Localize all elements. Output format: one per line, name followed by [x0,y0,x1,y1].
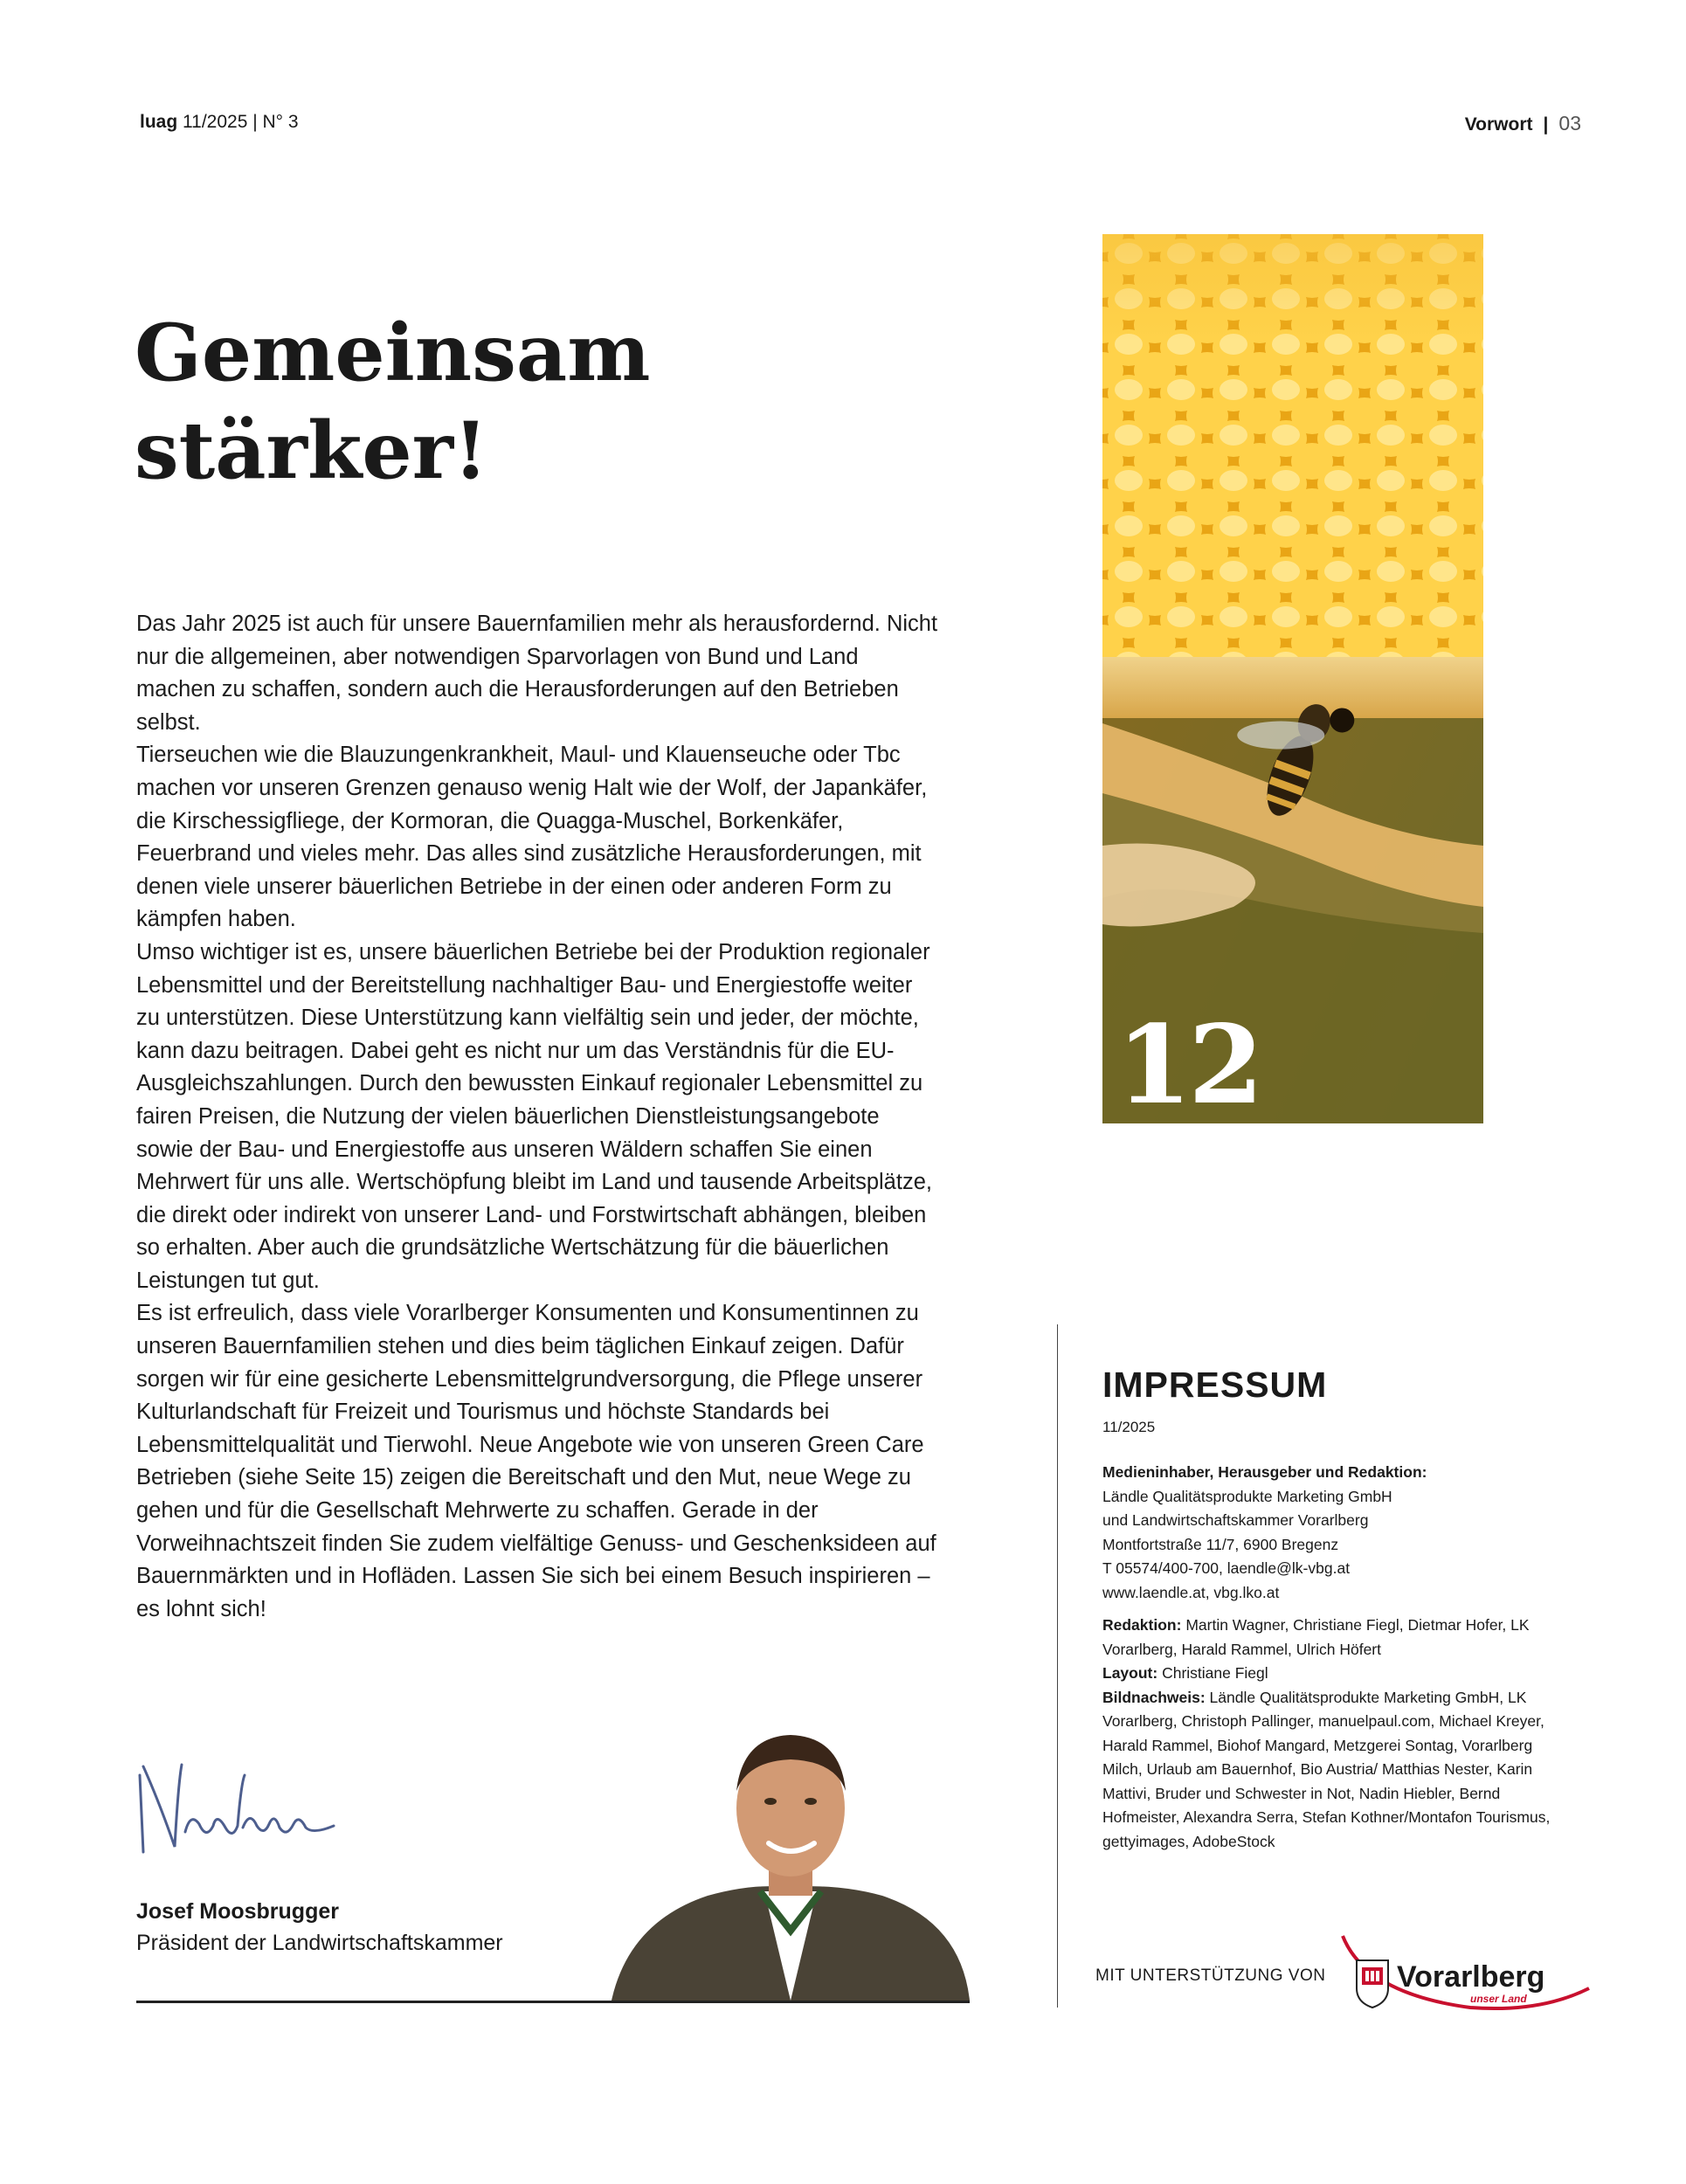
author-name: Josef Moosbrugger [136,1899,339,1924]
logo-wordmark: Vorarlberg [1397,1960,1545,1994]
logo-tagline: unser Land [1470,1993,1528,2005]
issue-number: 11/2025 | N° 3 [183,112,299,132]
body-paragraph: Umso wichtiger ist es, unsere bäuerlichen Betriebe bei der Produktion regionaler Lebensmittel und der Bereitstellung nachhaltiger Bau- und Energiestoffe weiter zu unterstützen. Diese Unterstützung kann vielfältig sein und jeder, der möchte, kann dazu beitragen. Dabei geht es nicht nur um das Verständnis für die EU-Ausgleichszahlungen. Durch den bewussten Einkauf regionaler Lebensmittel zu fairen Preisen, die Nutzung der vielen bäuerlichen Dienstleistungsangebote sowie der Bau- und Energiestoffe aus unseren Wäldern schaffen Sie einen Mehrwert für uns alle. Wertschöpfung bleibt im Land und tausende Arbeitsplätze, die direkt oder indirekt von unserer Land- und Forstwirtschaft abhängen, bleiben so erhalten. Aber auch die grundsätzliche Wertschätzung für die bäuerlichen Leistungen tut gut. [136,939,932,1293]
image-credit-label: Bildnachweis: [1102,1688,1206,1706]
author-role: Präsident der Landwirtschaftskammer [136,1931,503,1955]
impressum [1102,1363,1557,1854]
section-title: Vorwort [1464,114,1533,135]
redaktion-label: Redaktion: [1102,1616,1182,1634]
redaktion-credit [1102,1614,1557,1662]
author-block [136,1896,503,1959]
publisher-line: T 05574/400-700, laendle@lk-vbg.at [1102,1559,1351,1577]
honeycomb-bee-image [1102,234,1483,1123]
editorial-body [136,608,940,1626]
credits-info [1102,1614,1557,1854]
body-paragraph: Tierseuchen wie die Blauzungenkrankheit, Maul- und Klauenseuche oder Tbc machen vor unseren Grenzen genauso wenig Halt wie der Wolf, der Japankäfer, die Kirschessigfliege, der Kormoran, die Quagga-Muschel, Borkenkäfer, Feuerbrand und vieles mehr. Das alles sind zusätzliche Herausforderungen, mit denen viele unserer bäuerlichen Betriebe in der einen oder anderen Form zu kämpfen haben. [136,743,928,932]
impressum-date: 11/2025 [1102,1419,1156,1435]
body-paragraph: Das Jahr 2025 ist auch für unsere Bauernfamilien mehr als herausfordernd. Nicht nur die allgemeinen, aber notwendigen Sparvorlagen von Bund und Land machen zu schaffen, sondern auch die Herausforderungen auf den Betrieben selbst. [136,612,938,735]
publisher-line: Ländle Qualitätsprodukte Marketing GmbH [1102,1487,1392,1505]
publisher-info [1102,1461,1557,1605]
sponsor-label: MIT UNTERSTÜTZUNG VON [1095,1966,1326,1985]
image-credit [1102,1686,1557,1855]
layout-credit [1102,1662,1557,1686]
image-credit-names: Ländle Qualitätsprodukte Marketing GmbH, LK Vorarlberg, Christoph Pallinger, manuelpaul.com, Michael Kreyer, Harald Rammel, Biohof Mangard, Metzgerei Sontag, Vorarlberg Milch, Urlaub am Bauernhof, Bio Austria/ Matthias Nester, Karin Mattivi, Bruder und Schwester in Not, Nadin Hiebler, Bernd Hofmeister, Alexandra Serra, Stefan Kothner/Montafon Tourismus, gettyimages, AdobeStock [1102,1688,1551,1850]
impressum-title: IMPRESSUM [1102,1365,1328,1405]
magazine-name: luag [140,112,178,132]
vorarlberg-logo [1339,1932,1593,2020]
body-paragraph: Es ist erfreulich, dass viele Vorarlberger Konsumenten und Konsumentinnen zu unseren Bauernfamilien stehen und dies beim täglichen Einkauf zeigen. Dafür sorgen wir für eine gesicherte Lebensmittelgrundversorgung, die Pflege unserer Kulturlandschaft für Freizeit und Tourismus und höchste Standards bei Lebensmittelqualität und Tierwohl. Neue Angebote wie von unseren Green Care Betrieben (siehe Seite 15) zeigen die Bereitschaft und den Mut, neue Wege zu gehen und für die Gesellschaft Mehrwerte zu schaffen. Gerade in der Vorweihnachtszeit finden Sie zudem vielfältige Genuss- und Geschenksideen auf Bauernmärkten und in Hofläden. Lassen Sie sich bei einem Besuch inspirieren – es lohnt sich! [136,1301,936,1621]
sponsor-section [1095,1932,1593,2020]
layout-label: Layout: [1102,1664,1158,1682]
page-reference-number: 12 [1116,1002,1261,1123]
author-portrait [612,1712,970,2001]
handwritten-signature [133,1749,342,1863]
title-line-2: stärker! [135,404,488,497]
honeycomb-illustration [1102,234,1483,1123]
publisher-line: und Landwirtschaftskammer Vorarlberg [1102,1511,1369,1529]
layout-names: Christiane Fiegl [1162,1664,1268,1682]
publisher-label: Medieninhaber, Herausgeber und Redaktion: [1102,1463,1427,1481]
publisher-line: www.laendle.at, vbg.lko.at [1102,1583,1280,1601]
title-line-1: Gemeinsam [135,307,651,399]
page-title [135,304,746,500]
footer-rule [136,2001,970,2003]
header-separator: | [1543,114,1549,135]
column-divider [1057,1324,1058,2008]
issue-header [140,112,299,133]
redaktion-names: Martin Wagner, Christiane Fiegl, Dietmar Hofer, LK Vorarlberg, Harald Rammel, Ulrich Höfert [1102,1616,1530,1658]
publisher-line: Montfortstraße 11/7, 6900 Bregenz [1102,1535,1339,1553]
page-number: 03 [1558,112,1581,135]
section-header [1465,112,1581,135]
